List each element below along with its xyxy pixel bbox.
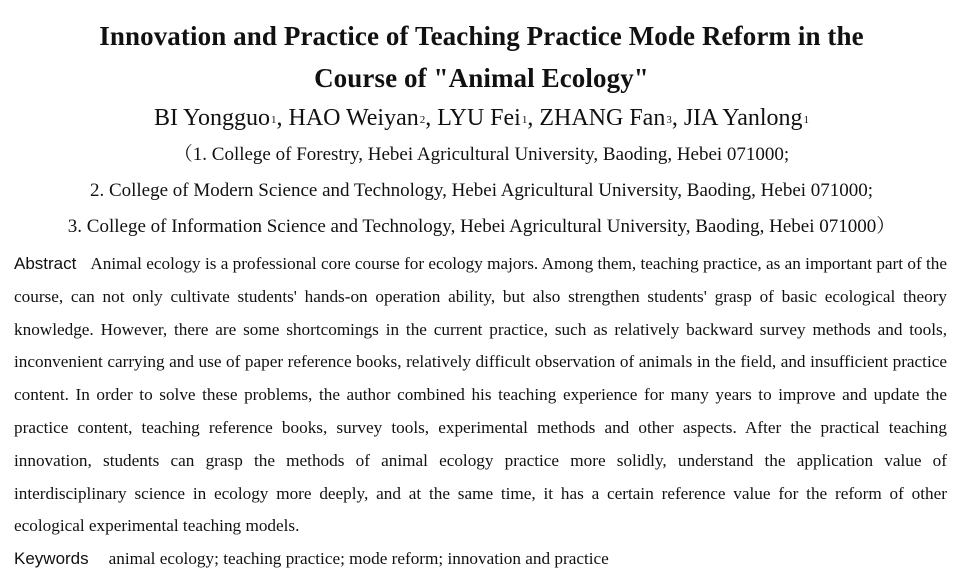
keywords-section: [14, 544, 947, 574]
title-line-2: Course of "Animal Ecology": [314, 63, 649, 93]
affiliation-line: 3. College of Information Science and Technology, Hebei Agricultural University, Baoding, Hebei 071000）: [67, 216, 896, 237]
author: [288, 105, 437, 131]
affiliation-list: [0, 137, 963, 245]
paper-title: [0, 0, 963, 99]
author-name: ZHANG Fan: [539, 105, 666, 131]
author-separator: ,: [425, 105, 438, 131]
author-separator: ,: [276, 105, 289, 131]
author-affiliation-mark: 1: [521, 114, 528, 126]
affiliation-line: 2. College of Modern Science and Technology, Hebei Agricultural University, Baoding, Hebei 071000;: [89, 180, 874, 201]
author-affiliation-mark: 2: [419, 114, 426, 126]
author-separator: ,: [527, 105, 540, 131]
author-name: LYU Fei: [437, 105, 521, 131]
author: [154, 105, 289, 131]
author-affiliation-mark: 1: [270, 114, 277, 126]
abstract-label: Abstract: [14, 254, 77, 273]
author-affiliation-mark: 3: [666, 114, 672, 126]
author: [539, 105, 684, 131]
author: [684, 105, 809, 131]
abstract-text: Animal ecology is a professional core course for ecology majors. Among them, teaching practice, as an important part of the course, can not only cultivate students' hands-on operation ability, but also strengthen students' grasp of basic ecological theory knowledge. However, there are some shortcomings in the current practice, such as relatively backward survey methods and tools, inconvenient carrying and use of paper reference books, relatively difficult observation of animals in the field, and insufficient practice content. In order to solve these problems, the author combined his teaching experience for many years to improve and update the practice content, teaching reference books, survey tools, experimental methods and other aspects. After the practical teaching innovation, students can grasp the methods of animal ecology practice more solidly, understand the application value of interdisciplinary science in ecology more deeply, and at the same time, it has a certain reference value for the reform of other ecological experimental teaching models.: [14, 254, 947, 536]
author-list: [0, 102, 963, 134]
author: [437, 105, 539, 131]
affiliation-line: （1. College of Forestry, Hebei Agricultural University, Baoding, Hebei 071000;: [173, 144, 790, 165]
author-separator: ,: [671, 105, 684, 131]
author-name: HAO Weiyan: [288, 105, 419, 131]
keywords-label: Keywords: [14, 549, 89, 569]
title-line-1: Innovation and Practice of Teaching Practice Mode Reform in the: [99, 21, 864, 51]
author-affiliation-mark: 1: [803, 114, 810, 126]
author-name: JIA Yanlong: [683, 105, 803, 131]
abstract-section: [14, 248, 947, 543]
author-name: BI Yongguo: [153, 105, 270, 131]
keywords-text: animal ecology; teaching practice; mode reform; innovation and practice: [108, 549, 609, 569]
